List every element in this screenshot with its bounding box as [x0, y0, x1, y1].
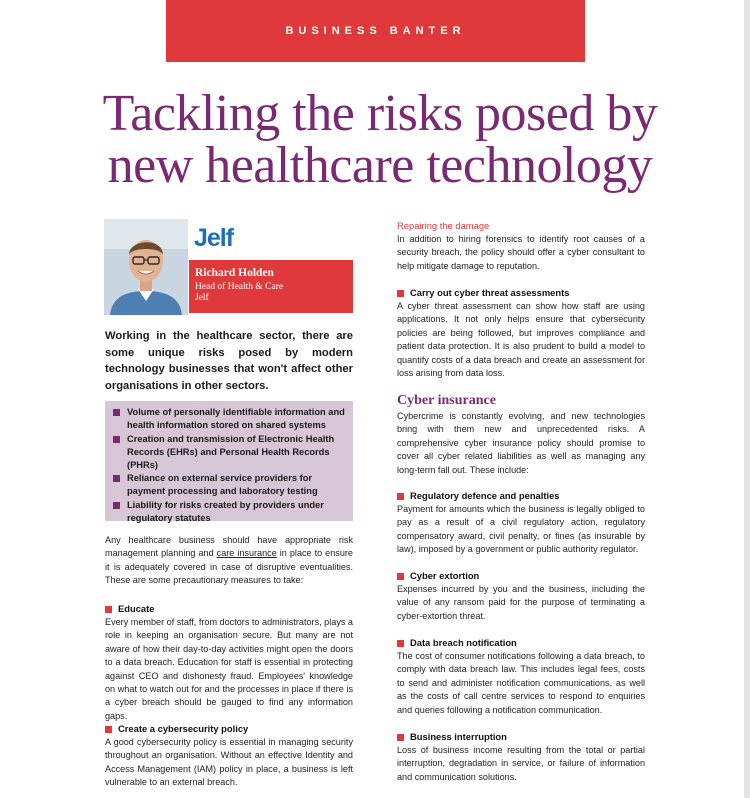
section-text: In addition to hiring forensics to identify root causes of a security breach, the policy should offer a cyber consultant to help mitigate damage to reputation. [397, 234, 645, 271]
care-insurance-link[interactable]: care insurance [216, 548, 277, 559]
company-logo: Jelf [194, 224, 234, 252]
bullet-square-icon [397, 640, 404, 647]
section-text: The cost of consumer notifications following a data breach, to comply with data breach law. This includes legal fees, costs to send and administer notification communications, as well as the costs of call centre services to respond to enquiries and queries following a notification communication. [397, 651, 645, 715]
section-heading: Cyber extortion [410, 570, 480, 581]
bullet-square-icon [105, 606, 112, 613]
section-cybersecurity-policy [105, 723, 353, 790]
bullet-square-icon [113, 502, 120, 509]
bullet-square-icon [113, 409, 120, 416]
section-heading: Regulatory defence and penalties [410, 490, 560, 501]
intro-paragraph: Working in the healthcare sector, there are some unique risks posed by modern technology businesses that won't affect other organisations in other sectors. [105, 330, 353, 392]
author-company: Jelf [195, 293, 209, 303]
author-photo [104, 219, 188, 315]
section-threat-assessments [397, 287, 645, 380]
section-heading: Repairing the damage [397, 220, 490, 231]
section-text: Expenses incurred by you and the business, including the value of any ransom paid for the purpose of terminating a cyber-extortion threat. [397, 584, 645, 621]
risk-text: Reliance on external service providers for payment processing and laboratory testing [127, 473, 318, 496]
risk-list-item [113, 472, 347, 498]
section-data-breach-notification [397, 637, 645, 717]
risk-list-item [113, 406, 347, 432]
article-title [55, 85, 705, 194]
bullet-square-icon [397, 290, 404, 297]
risk-list-item [113, 499, 347, 525]
section-heading: Create a cybersecurity policy [118, 723, 249, 734]
risk-text: Creation and transmission of Electronic Health Records (EHRs) and Personal Health Records (PHRs) [127, 433, 335, 470]
section-regulatory-defence [397, 490, 645, 557]
section-text: Every member of staff, from doctors to administrators, plays a role in keeping an organisation secure. But many are not aware of how their day-to-day activities might open the doors to a data breach. Education for staff is essential in protecting against CEO and dishonesty fraud. Employees' knowledge on what to watch out for and the processes in place if there is a cyber breach should be gauged to find any information gaps. [105, 617, 353, 721]
title-line-2: new healthcare technology [107, 137, 653, 194]
section-heading: Carry out cyber threat assessments [410, 287, 570, 298]
bullet-square-icon [397, 493, 404, 500]
section-heading: Business interruption [410, 731, 507, 742]
risk-list-item [113, 433, 347, 472]
section-heading: Educate [118, 603, 155, 614]
lead-text-before: Any healthcare business should have appropriate risk management planning and [105, 535, 353, 559]
section-text: Loss of business income resulting from the total or partial interruption, degradation in service, or failure of information and communication solutions. [397, 745, 645, 782]
section-repairing-damage [397, 220, 645, 273]
author-role [195, 282, 283, 304]
section-text: Cybercrime is constantly evolving, and new technologies bring with them new and unprecedented risks. A comprehensive cyber insurance policy should promise to cover all cyber related liabilities as well as managing any long-term fall out. These include: [397, 411, 645, 475]
section-cyber-extortion [397, 570, 645, 623]
lead-paragraph [105, 534, 353, 588]
author-role-title: Head of Health & Care [195, 282, 284, 292]
page-edge-shadow [744, 0, 750, 798]
lead-text-after: in place to ensure it is adequately covered in case of disruptive eventualities. These are some precautionary measures to take: [105, 548, 353, 586]
section-cyber-insurance [397, 393, 645, 477]
banner-label: BUSINESS BANTER [285, 25, 466, 37]
section-banner [166, 0, 585, 62]
risk-text: Volume of personally identifiable information and health information stored on shared systems [127, 407, 345, 430]
bullet-square-icon [113, 436, 120, 443]
risk-text: Liability for risks created by providers under regulatory statutes [127, 499, 324, 523]
risk-list-box [105, 401, 353, 521]
section-educate [105, 603, 353, 723]
bullet-square-icon [397, 573, 404, 580]
section-heading: Cyber insurance [397, 393, 496, 408]
bullet-square-icon [105, 726, 112, 733]
section-business-interruption [397, 731, 645, 784]
bullet-square-icon [113, 475, 120, 482]
author-name: Richard Holden [195, 267, 274, 279]
section-text: A good cybersecurity policy is essential in managing security throughout an organisation. Without an effective Identity and Access Management (IAM) policy in place, a business is left vulnerable to an external breach. [105, 737, 353, 788]
section-heading: Data breach notification [410, 637, 517, 648]
author-box [189, 260, 353, 313]
title-line-1: Tackling the risks posed by [102, 85, 658, 142]
section-text: Payment for amounts which the business is legally obliged to pay as a result of a civil regulatory action, regulatory compensatory award, civil penalty, or fines (as insurable by law), imposed by a government or public authority regulator. [397, 504, 645, 555]
section-text: A cyber threat assessment can show how staff are using applications. It not only helps ensure that cybersecurity policies are being followed, but improves compliance and patient data protection. It is also prudent to build a model to quantify costs of a data breach and create an assessment for loss arising from data loss. [397, 301, 645, 379]
bullet-square-icon [397, 734, 404, 741]
risk-list [105, 401, 353, 525]
